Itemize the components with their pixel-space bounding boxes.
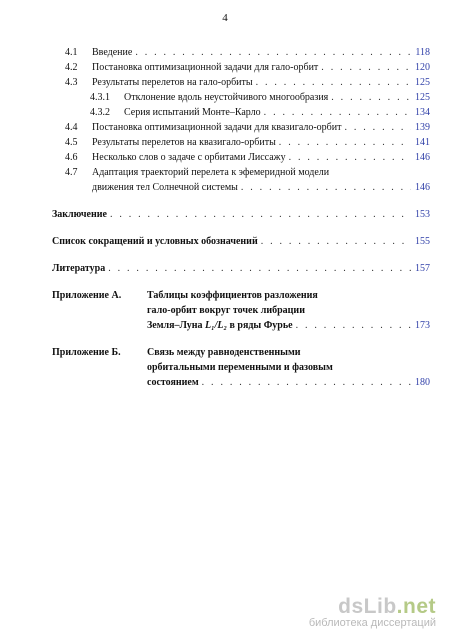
page-link[interactable]: 146 (415, 152, 430, 163)
dslib-logo: dsLib.net (338, 595, 436, 618)
dot-leader (279, 135, 411, 150)
appendix-label: Приложение А. (52, 290, 122, 301)
page-link[interactable]: 153 (415, 209, 430, 220)
section-title: Результаты перелетов на гало-орбиты (92, 77, 253, 88)
toc-entry-4-1[interactable] (52, 45, 430, 60)
toc-entry-conclusion[interactable] (52, 207, 430, 222)
section-number: 4.1 (65, 47, 78, 58)
toc-entry-4-3[interactable] (52, 75, 430, 90)
toc-entry-references[interactable] (52, 261, 430, 276)
page-link[interactable]: 141 (415, 137, 430, 148)
page-link[interactable]: 125 (415, 77, 430, 88)
section-title: Несколько слов о задаче с орбитами Лиссажу (92, 152, 286, 163)
page-link[interactable]: 155 (415, 236, 430, 247)
dot-leader (331, 90, 411, 105)
dot-leader (321, 60, 411, 75)
toc-entry-4-5[interactable] (52, 135, 430, 150)
page-link[interactable]: 173 (415, 320, 430, 331)
dot-leader (264, 105, 411, 120)
page-link[interactable]: 157 (415, 263, 430, 274)
page-link[interactable]: 146 (415, 182, 430, 193)
watermark-subtitle: библиотека диссертаций (308, 617, 436, 629)
dot-leader (108, 261, 411, 276)
toc-entry-appendix-b[interactable] (52, 345, 430, 390)
toc-entry-4-3-2[interactable] (52, 105, 430, 120)
page-link[interactable]: 120 (415, 62, 430, 73)
table-of-contents (52, 45, 430, 390)
toc-entry-4-2[interactable] (52, 60, 430, 75)
chapter-title: Заключение (52, 209, 107, 220)
appendix-title-line1: Связь между равноденственными (147, 347, 301, 358)
appendix-title-line1: Таблицы коэффициентов разложения (147, 290, 318, 301)
dot-leader (289, 150, 411, 165)
section-number: 4.6 (65, 152, 78, 163)
section-title: Постановка оптимизационной задачи для квазигало-орбит (92, 122, 342, 133)
toc-entry-4-4[interactable] (52, 120, 430, 135)
toc-entry-abbreviations[interactable] (52, 234, 430, 249)
page-link[interactable]: 139 (415, 122, 430, 133)
dot-leader (135, 45, 411, 60)
page-link[interactable]: 180 (415, 377, 430, 388)
appendix-title-line2: орбитальными переменными и фазовым (147, 362, 333, 373)
section-number: 4.7 (65, 167, 78, 178)
section-number: 4.2 (65, 62, 78, 73)
toc-entry-4-3-1[interactable] (52, 90, 430, 105)
appendix-label: Приложение Б. (52, 347, 121, 358)
section-title: Постановка оптимизационной задачи для гало-орбит (92, 62, 319, 73)
dot-leader (202, 375, 411, 390)
dot-leader (241, 180, 411, 195)
libration-points-math: L₁/L₂ (205, 320, 227, 331)
dot-leader (110, 207, 411, 222)
section-title-line2: движения тел Солнечной системы (92, 182, 238, 193)
toc-entry-4-7[interactable] (52, 165, 430, 180)
chapter-title: Литература (52, 263, 106, 274)
page-link[interactable]: 118 (415, 47, 430, 58)
section-number: 4.4 (65, 122, 78, 133)
toc-entry-appendix-a[interactable] (52, 288, 430, 333)
dot-leader (344, 120, 411, 135)
dot-leader (256, 75, 411, 90)
appendix-title-line3: состоянием (147, 377, 199, 388)
page-link[interactable]: 125 (415, 92, 430, 103)
dot-leader (261, 234, 411, 249)
dot-leader (296, 318, 411, 333)
subsection-number: 4.3.1 (90, 92, 110, 103)
section-number: 4.3 (65, 77, 78, 88)
chapter-title: Список сокращений и условных обозначений (52, 236, 258, 247)
toc-entry-4-7-cont[interactable] (52, 180, 430, 195)
section-number: 4.5 (65, 137, 78, 148)
subsection-number: 4.3.2 (90, 107, 110, 118)
section-title: Результаты перелетов на квазигало-орбиты (92, 137, 276, 148)
appendix-title-line2: гало-орбит вокруг точек либрации (147, 305, 305, 316)
dslib-watermark (309, 595, 436, 629)
subsection-title: Серия испытаний Монте–Карло (124, 107, 261, 118)
subsection-title: Отклонение вдоль неустойчивого многообразия (124, 92, 329, 103)
appendix-title-line3: Земля–Луна L₁/L₂ в ряды Фурье (147, 320, 293, 331)
toc-entry-4-6[interactable] (52, 150, 430, 165)
page-number: 4 (222, 12, 228, 24)
section-title-line1: Адаптация траекторий перелета к эфемеридной модели (92, 167, 330, 178)
section-title: Введение (92, 47, 133, 58)
page-link[interactable]: 134 (415, 107, 430, 118)
